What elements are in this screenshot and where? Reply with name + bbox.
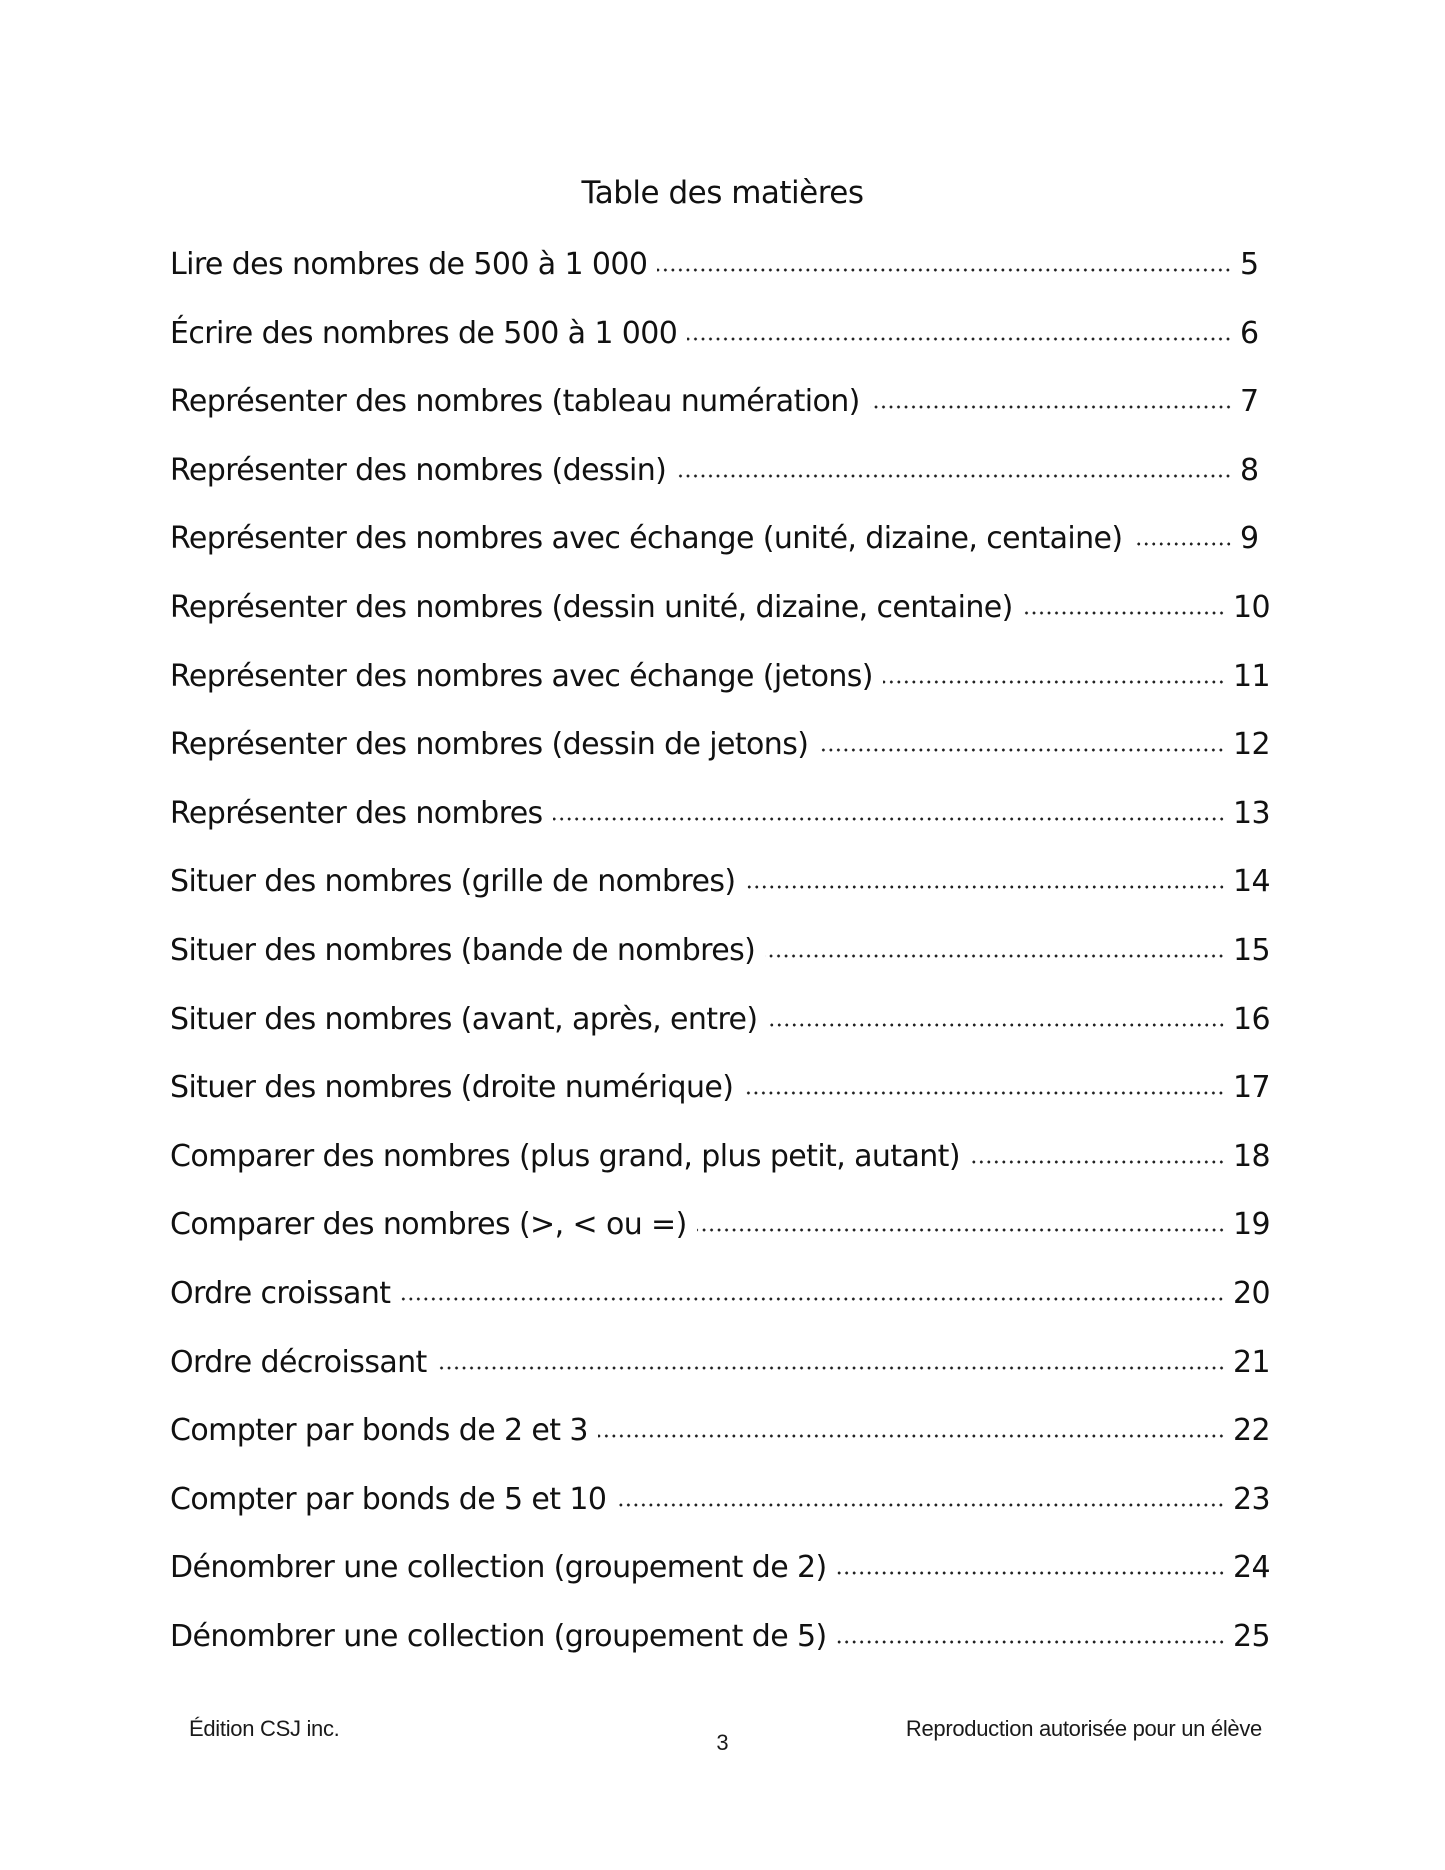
dot-leader (1133, 542, 1232, 546)
toc-entry-page: 19 (1233, 1207, 1270, 1243)
dot-leader (687, 337, 1232, 341)
dot-leader (970, 1160, 1225, 1164)
toc-entry-label: Situer des nombres (grille de nombres) (170, 864, 736, 900)
toc-entry-label: Situer des nombres (bande de nombres) (170, 932, 756, 968)
footer-rights: Reproduction autorisée pour un élève (905, 1716, 1262, 1741)
toc-entry-label: Lire des nombres de 500 à 1 000 (170, 247, 648, 282)
dot-leader (1023, 611, 1225, 615)
toc-entry[interactable] (170, 448, 1270, 517)
toc-entry-label: Ordre décroissant (170, 1344, 427, 1380)
toc-entry-label: Situer des nombres (droite numérique) (170, 1070, 734, 1106)
toc-entry-label: Représenter des nombres (tableau numération) (170, 384, 860, 420)
toc-entry[interactable] (170, 928, 1270, 997)
dot-leader (870, 405, 1232, 409)
dot-leader (818, 748, 1225, 752)
toc-entry[interactable] (170, 379, 1270, 448)
dot-leader (553, 817, 1225, 821)
toc-entry[interactable] (170, 1065, 1270, 1134)
toc-entry-label: Représenter des nombres avec échange (jetons) (170, 658, 873, 694)
dot-leader (765, 954, 1225, 958)
toc-entry-label: Ordre croissant (170, 1275, 391, 1311)
toc-entry[interactable] (170, 1545, 1270, 1614)
toc-entry-page: 6 (1240, 315, 1259, 351)
toc-entry-page: 5 (1240, 247, 1259, 282)
toc-entry-page: 21 (1233, 1344, 1270, 1380)
toc-entry-label: Situer des nombres (avant, après, entre) (170, 1001, 758, 1037)
toc-entry-label: Dénombrer une collection (groupement de 5) (170, 1618, 827, 1654)
toc-entry[interactable] (170, 722, 1270, 791)
table-of-contents (170, 242, 1270, 1682)
toc-entry[interactable] (170, 997, 1270, 1066)
dot-leader (883, 680, 1225, 684)
toc-entry-label: Représenter des nombres avec échange (unité, dizaine, centaine) (170, 521, 1123, 557)
toc-entry-page: 16 (1233, 1001, 1270, 1037)
toc-entry[interactable] (170, 1477, 1270, 1546)
toc-entry-page: 17 (1233, 1070, 1270, 1106)
toc-entry-label: Écrire des nombres de 500 à 1 000 (170, 315, 678, 351)
toc-entry-page: 20 (1233, 1275, 1270, 1311)
toc-entry[interactable] (170, 1202, 1270, 1271)
toc-entry[interactable] (170, 859, 1270, 928)
dot-leader (697, 1228, 1225, 1232)
toc-entry-label: Comparer des nombres (>, < ou =) (170, 1207, 687, 1243)
dot-leader (676, 474, 1232, 478)
toc-entry[interactable] (170, 1614, 1270, 1683)
dot-leader (598, 1434, 1225, 1438)
toc-entry-page: 14 (1233, 864, 1270, 900)
footer-publisher: Édition CSJ inc. (189, 1716, 340, 1741)
toc-entry[interactable] (170, 242, 1270, 311)
toc-entry[interactable] (170, 311, 1270, 380)
toc-entry-page: 24 (1233, 1550, 1270, 1586)
dot-leader (743, 1091, 1225, 1095)
toc-entry[interactable] (170, 1408, 1270, 1477)
toc-entry-page: 12 (1233, 727, 1270, 763)
toc-entry-page: 7 (1240, 384, 1259, 420)
toc-entry-page: 8 (1240, 452, 1259, 488)
toc-entry-label: Compter par bonds de 2 et 3 (170, 1413, 588, 1449)
toc-entry[interactable] (170, 791, 1270, 860)
toc-entry-label: Dénombrer une collection (groupement de 2) (170, 1550, 827, 1586)
toc-entry[interactable] (170, 1134, 1270, 1203)
toc-entry-label: Compter par bonds de 5 et 10 (170, 1481, 607, 1517)
dot-leader (400, 1297, 1225, 1301)
toc-entry[interactable] (170, 516, 1270, 585)
footer-page-number: 3 (716, 1730, 729, 1755)
toc-entry-page: 10 (1233, 589, 1270, 625)
toc-entry-label: Représenter des nombres (dessin de jetons) (170, 727, 809, 763)
toc-entry-page: 23 (1233, 1481, 1270, 1517)
toc-entry-page: 18 (1233, 1138, 1270, 1174)
dot-leader (768, 1023, 1226, 1027)
toc-entry-label: Comparer des nombres (plus grand, plus petit, autant) (170, 1138, 960, 1174)
dot-leader (837, 1571, 1225, 1575)
dot-leader (437, 1366, 1225, 1370)
toc-entry[interactable] (170, 1340, 1270, 1409)
toc-entry-label: Représenter des nombres (dessin unité, dizaine, centaine) (170, 589, 1013, 625)
toc-entry-page: 9 (1240, 521, 1259, 557)
toc-entry[interactable] (170, 654, 1270, 723)
toc-entry-page: 22 (1233, 1413, 1270, 1449)
toc-entry-label: Représenter des nombres (170, 795, 543, 831)
toc-entry[interactable] (170, 1271, 1270, 1340)
toc-entry-page: 25 (1233, 1618, 1270, 1654)
toc-entry-label: Représenter des nombres (dessin) (170, 452, 667, 488)
dot-leader (657, 268, 1232, 272)
dot-leader (837, 1640, 1225, 1644)
dot-leader (746, 885, 1226, 889)
toc-entry-page: 15 (1233, 932, 1270, 968)
toc-entry-page: 13 (1233, 795, 1270, 831)
page-title: Table des matières (581, 175, 864, 211)
toc-entry[interactable] (170, 585, 1270, 654)
toc-entry-page: 11 (1233, 658, 1270, 694)
dot-leader (616, 1503, 1225, 1507)
